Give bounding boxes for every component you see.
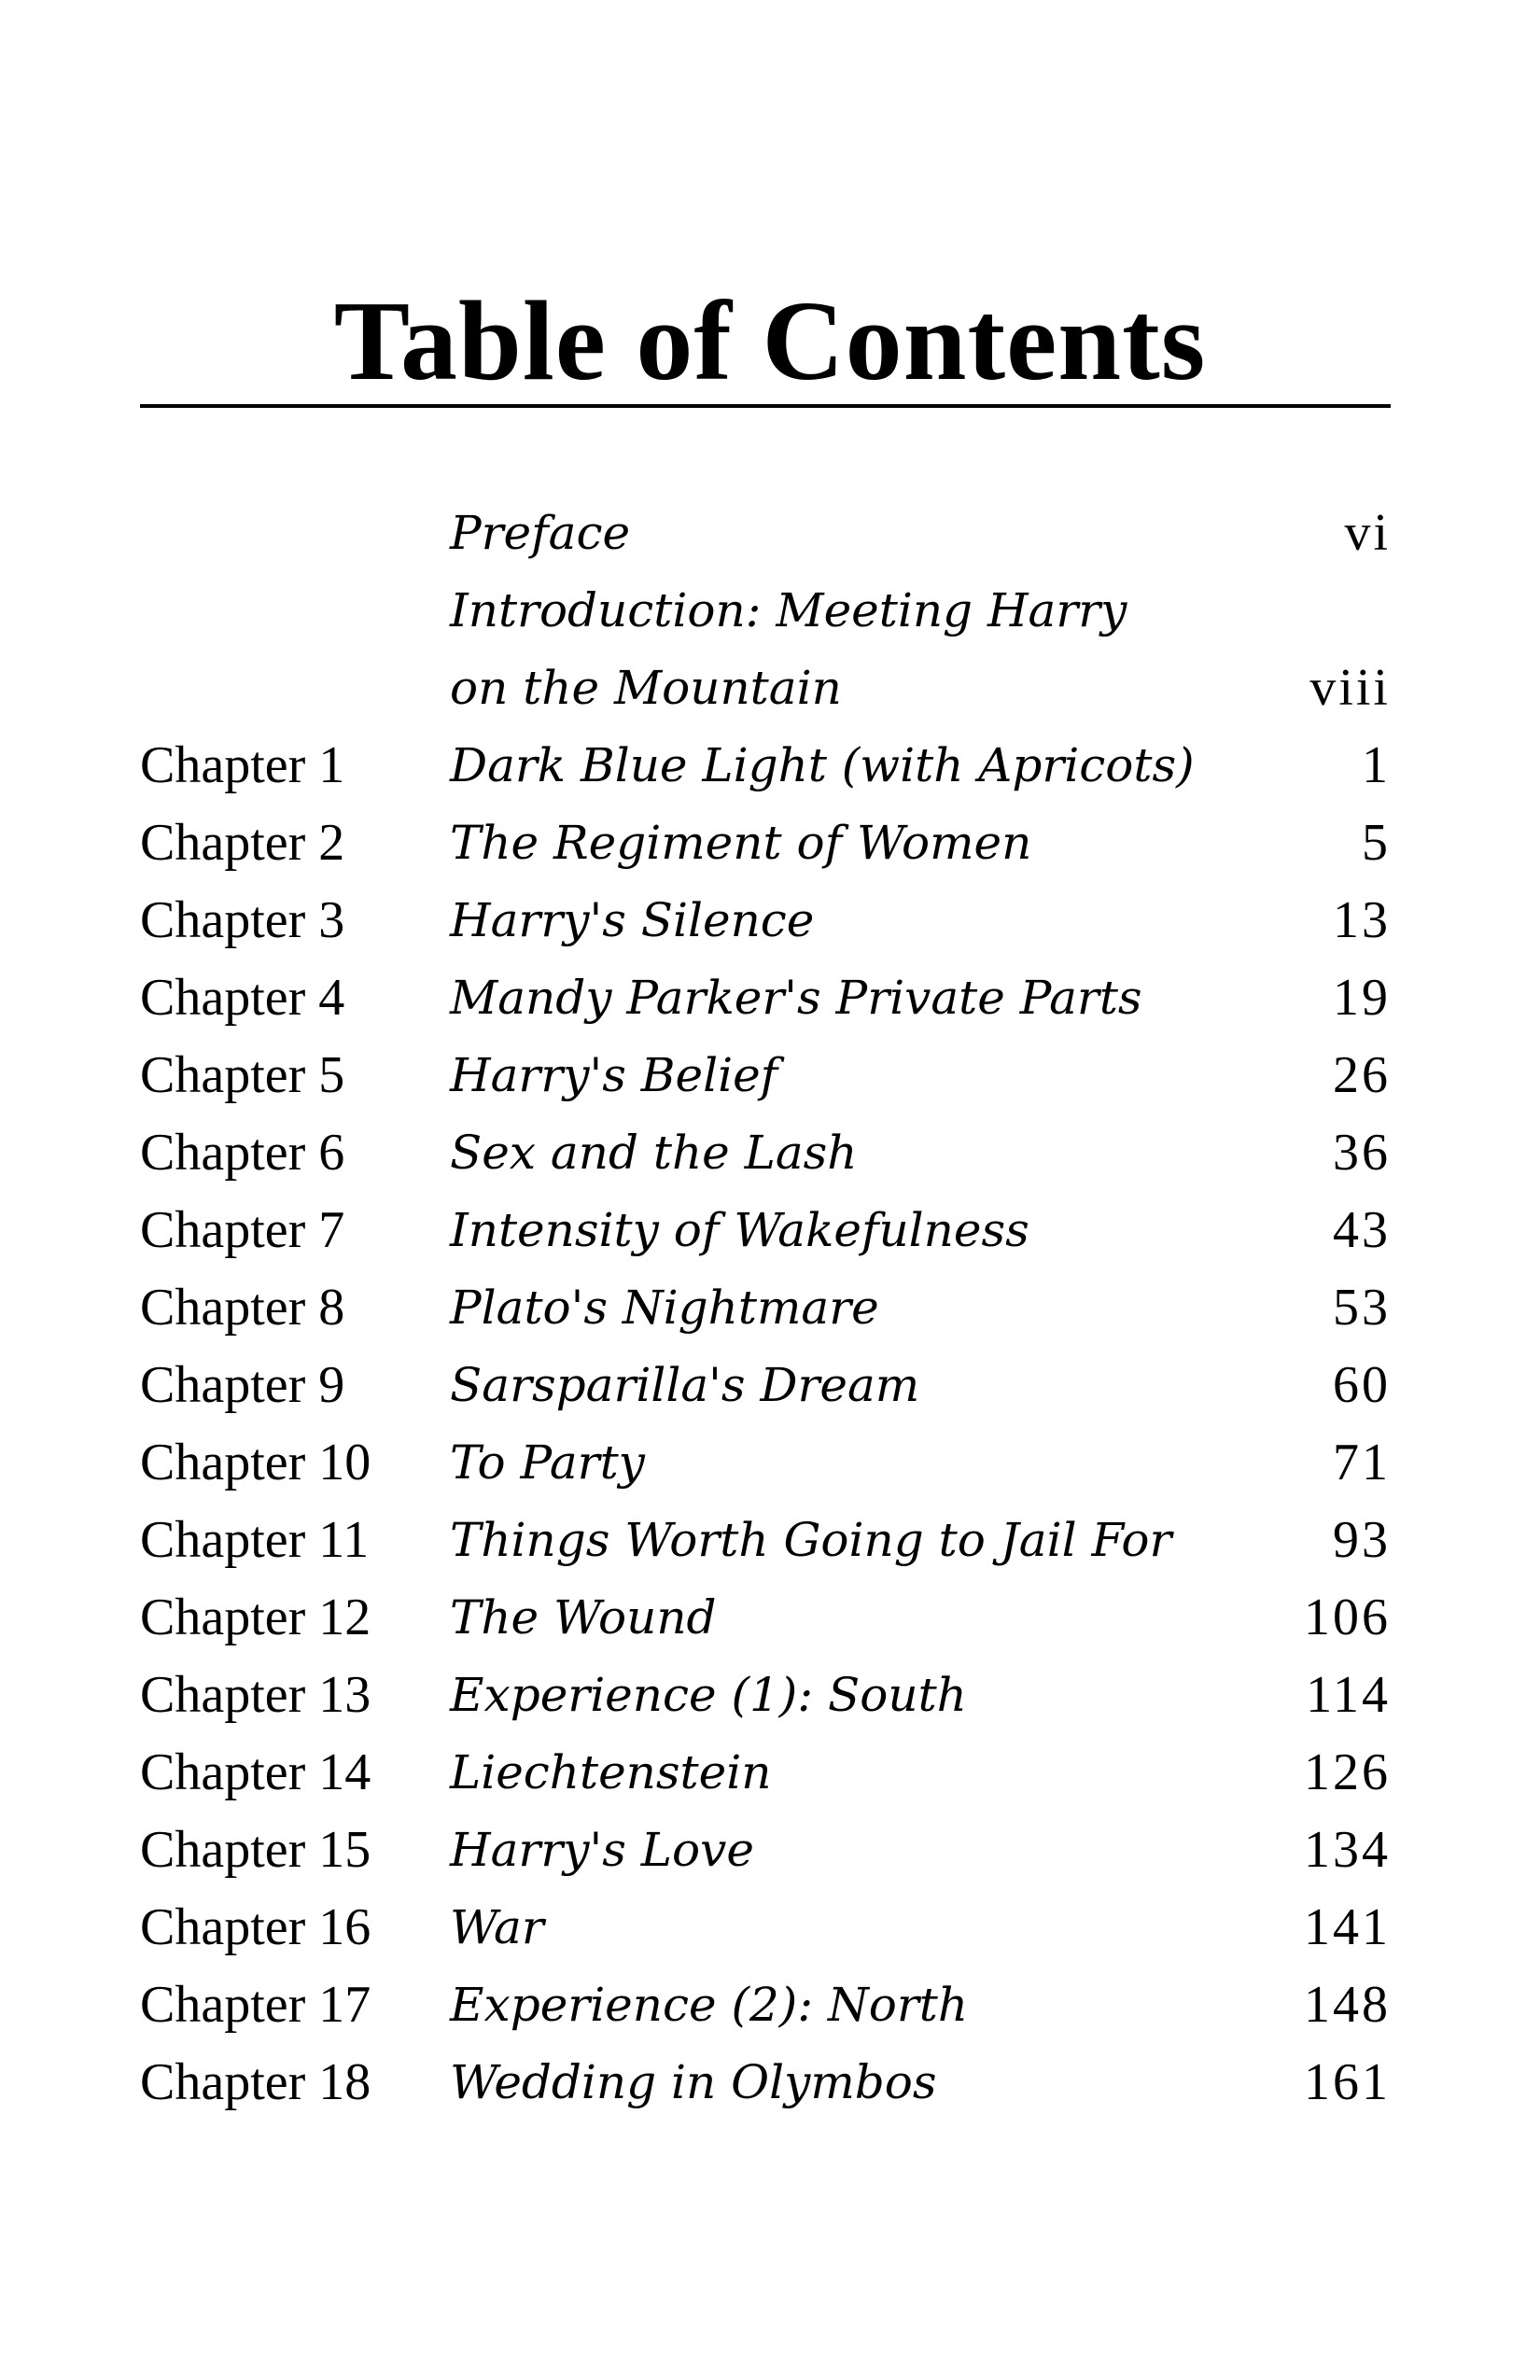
chapter-title: Experience (1): South <box>450 1668 967 1722</box>
chapter-title: War <box>450 1900 544 1954</box>
chapter-title: Experience (2): North <box>450 1978 969 2032</box>
toc-entry-chapter-5[interactable] <box>140 1037 1391 1114</box>
toc-entry-chapter-9[interactable] <box>140 1347 1391 1424</box>
chapter-title: Intensity of Wakefulness <box>450 1203 1029 1257</box>
chapter-title: Dark Blue Light (with Apricots) <box>450 738 1195 792</box>
page-number: 36 <box>1333 1124 1391 1182</box>
page-number: 141 <box>1304 1898 1391 1956</box>
toc-entry-chapter-14[interactable] <box>140 1734 1391 1812</box>
page-title: Table of Contents <box>333 278 1207 404</box>
chapter-label: Chapter 16 <box>140 1898 371 1956</box>
toc-entry-chapter-13[interactable] <box>140 1657 1391 1734</box>
page-number: 60 <box>1333 1356 1391 1414</box>
chapter-title: Introduction: Meeting Harry <box>450 583 1127 637</box>
toc-entry-chapter-17[interactable] <box>140 1967 1391 2044</box>
chapter-title: on the Mountain <box>450 661 842 715</box>
page-number: 13 <box>1333 891 1391 949</box>
chapter-label: Chapter 18 <box>140 2053 371 2111</box>
chapter-label: Chapter 15 <box>140 1821 371 1879</box>
toc-entry-introduction[interactable] <box>140 572 1391 650</box>
toc-entry-chapter-15[interactable] <box>140 1812 1391 1889</box>
chapter-label: Chapter 6 <box>140 1124 345 1182</box>
page-number: 148 <box>1304 1976 1391 2034</box>
toc-entry-chapter-1[interactable] <box>140 727 1391 805</box>
chapter-label: Chapter 3 <box>140 891 345 949</box>
chapter-title: Sarsparilla's Dream <box>450 1358 920 1412</box>
chapter-title: Sex and the Lash <box>450 1126 858 1180</box>
page-number: 53 <box>1333 1279 1391 1337</box>
toc-entry-chapter-4[interactable] <box>140 959 1391 1037</box>
page-number: 114 <box>1306 1666 1391 1724</box>
toc-entry-chapter-8[interactable] <box>140 1269 1391 1347</box>
toc-entry-introduction-cont[interactable] <box>140 650 1391 727</box>
chapter-label: Chapter 4 <box>140 969 345 1027</box>
chapter-title: To Party <box>450 1435 645 1490</box>
page-number: viii <box>1309 659 1391 717</box>
chapter-label: Chapter 12 <box>140 1589 371 1646</box>
toc-entry-chapter-11[interactable] <box>140 1502 1391 1579</box>
chapter-label: Chapter 5 <box>140 1046 345 1104</box>
chapter-title: Liechtenstein <box>450 1745 772 1799</box>
page-number: 161 <box>1304 2053 1391 2111</box>
chapter-title: Harry's Silence <box>450 893 815 947</box>
chapter-title: Harry's Belief <box>450 1048 778 1102</box>
page-number: 1 <box>1362 736 1391 794</box>
chapter-title: Wedding in Olymbos <box>450 2055 937 2109</box>
toc-entry-chapter-6[interactable] <box>140 1114 1391 1192</box>
chapter-label: Chapter 1 <box>140 736 345 794</box>
page-number: 43 <box>1333 1201 1391 1259</box>
page-number: 134 <box>1304 1821 1391 1879</box>
toc-entry-chapter-18[interactable] <box>140 2044 1391 2121</box>
toc-entry-chapter-7[interactable] <box>140 1192 1391 1269</box>
chapter-label: Chapter 9 <box>140 1356 345 1414</box>
chapter-title: The Regiment of Women <box>450 816 1032 870</box>
chapter-label: Chapter 8 <box>140 1279 345 1337</box>
page-number: 106 <box>1304 1589 1391 1646</box>
chapter-title: The Wound <box>450 1590 717 1645</box>
chapter-label: Chapter 10 <box>140 1434 371 1491</box>
page-number: 93 <box>1333 1511 1391 1569</box>
chapter-label: Chapter 7 <box>140 1201 345 1259</box>
toc-entry-chapter-2[interactable] <box>140 805 1391 882</box>
page-number: 19 <box>1333 969 1391 1027</box>
chapter-label: Chapter 13 <box>140 1666 371 1724</box>
page-number: 26 <box>1333 1046 1391 1104</box>
chapter-label: Chapter 11 <box>140 1511 370 1569</box>
toc-entry-chapter-10[interactable] <box>140 1424 1391 1502</box>
toc-entry-chapter-3[interactable] <box>140 882 1391 959</box>
chapter-title: Things Worth Going to Jail For <box>450 1513 1172 1567</box>
page-number: 71 <box>1333 1434 1391 1491</box>
chapter-title: Plato's Nightmare <box>450 1281 879 1335</box>
chapter-label: Chapter 17 <box>140 1976 371 2034</box>
chapter-title: Mandy Parker's Private Parts <box>450 971 1142 1025</box>
toc-entry-preface[interactable] <box>140 495 1391 572</box>
page-number: 126 <box>1304 1743 1391 1801</box>
chapter-title: Preface <box>450 506 631 560</box>
title-divider <box>140 404 1391 408</box>
toc-entry-chapter-12[interactable] <box>140 1579 1391 1657</box>
page-number: 5 <box>1362 814 1391 872</box>
chapter-label: Chapter 2 <box>140 814 345 872</box>
chapter-label: Chapter 14 <box>140 1743 371 1801</box>
toc-entry-chapter-16[interactable] <box>140 1889 1391 1967</box>
page-number: vi <box>1344 504 1391 562</box>
chapter-title: Harry's Love <box>450 1823 754 1877</box>
